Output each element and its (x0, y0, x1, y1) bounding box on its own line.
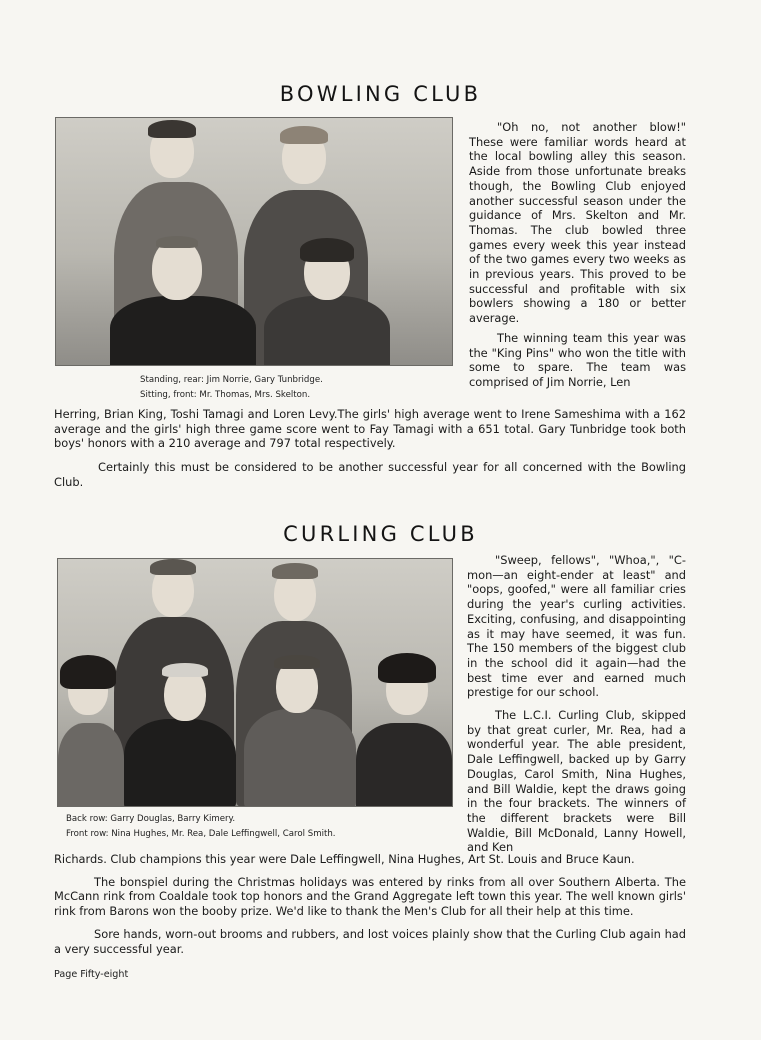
curling-side-text (467, 553, 686, 855)
curling-full-text (54, 852, 686, 956)
bowling-caption (140, 373, 450, 403)
bowling-paragraph: Certainly this must be considered to be another successful year for all concerned with the Bowling Club. (54, 460, 686, 489)
curling-photo (57, 558, 453, 807)
bowling-side-text (469, 120, 686, 390)
bowling-caption-line: Sitting, front: Mr. Thomas, Mrs. Skelton. (140, 390, 311, 400)
bowling-full-text (54, 407, 686, 490)
page-number: Page Fifty-eight (54, 969, 129, 980)
bowling-paragraph: "Oh no, not another blow!" These were familiar words heard at the local bowling alley this season. Aside from those unfortunate breaks though, the Bowling Club enjoyed another successful season under the guidance of Mrs. Skelton and Mr. Thomas. The club bowled three games every week this year instead of the two games every two weeks as in previous years. This proved to be successful and profitable with six bowlers showing a 180 or better average. (469, 120, 686, 326)
curling-paragraph: Richards. Club champions this year were Dale Leffingwell, Nina Hughes, Art St. Louis and Bruce Kaun. (54, 852, 635, 866)
bowling-paragraph: The winning team this year was the "King Pins" who won the title with some to spare. The team was comprised of Jim Norrie, Len (469, 330, 686, 389)
curling-paragraph: "Sweep, fellows", "Whoa,", "C-mon—an eight-ender at least" and "oops, goofed," were all familiar cries during the year's curling activities. Exciting, confusing, and disappointing as it may have seemed, it was fun. The 150 members of the biggest club in the school did it again—had the best time ever and earned much prestige for our school. (467, 553, 686, 700)
curling-paragraph: The L.C.I. Curling Club, skipped by that great curler, Mr. Rea, had a wonderful year. The able president, Dale Leffingwell, backed up by Garry Douglas, Carol Smith, Nina Hughes, and Bill Waldie, kept the draws going in the four brackets. The winners of the different brackets were Bill Waldie, Bill McDonald, Lanny Howell, and Ken (467, 708, 686, 855)
curling-caption (66, 812, 456, 842)
curling-title: CURLING CLUB (283, 522, 478, 546)
curling-caption-line: Back row: Garry Douglas, Barry Kimery. (66, 814, 236, 824)
bowling-title: BOWLING CLUB (279, 82, 482, 106)
curling-caption-line: Front row: Nina Hughes, Mr. Rea, Dale Leffingwell, Carol Smith. (66, 829, 336, 839)
curling-paragraph: Sore hands, worn-out brooms and rubbers, and lost voices plainly show that the Curling Club again had a very successful year. (54, 926, 686, 956)
bowling-paragraph: Herring, Brian King, Toshi Tamagi and Loren Levy.The girls' high average went to Irene Sameshima with a 162 average and the girls' high three game score went to Fay Tamagi with a 651 total. Gary Tunbridge took both boys' honors with a 210 average and 797 total respectively. (54, 407, 686, 451)
bowling-caption-line: Standing, rear: Jim Norrie, Gary Tunbridge. (140, 375, 323, 385)
bowling-photo (55, 117, 453, 366)
curling-paragraph: The bonspiel during the Christmas holidays was entered by rinks from all over Southern Alberta. The McCann rink from Coaldale took top honors and the Grand Aggregate left town this year. The well known girls' rink from Barons won the booby prize. We'd like to thank the Men's Club for all their help at this time. (54, 874, 686, 919)
